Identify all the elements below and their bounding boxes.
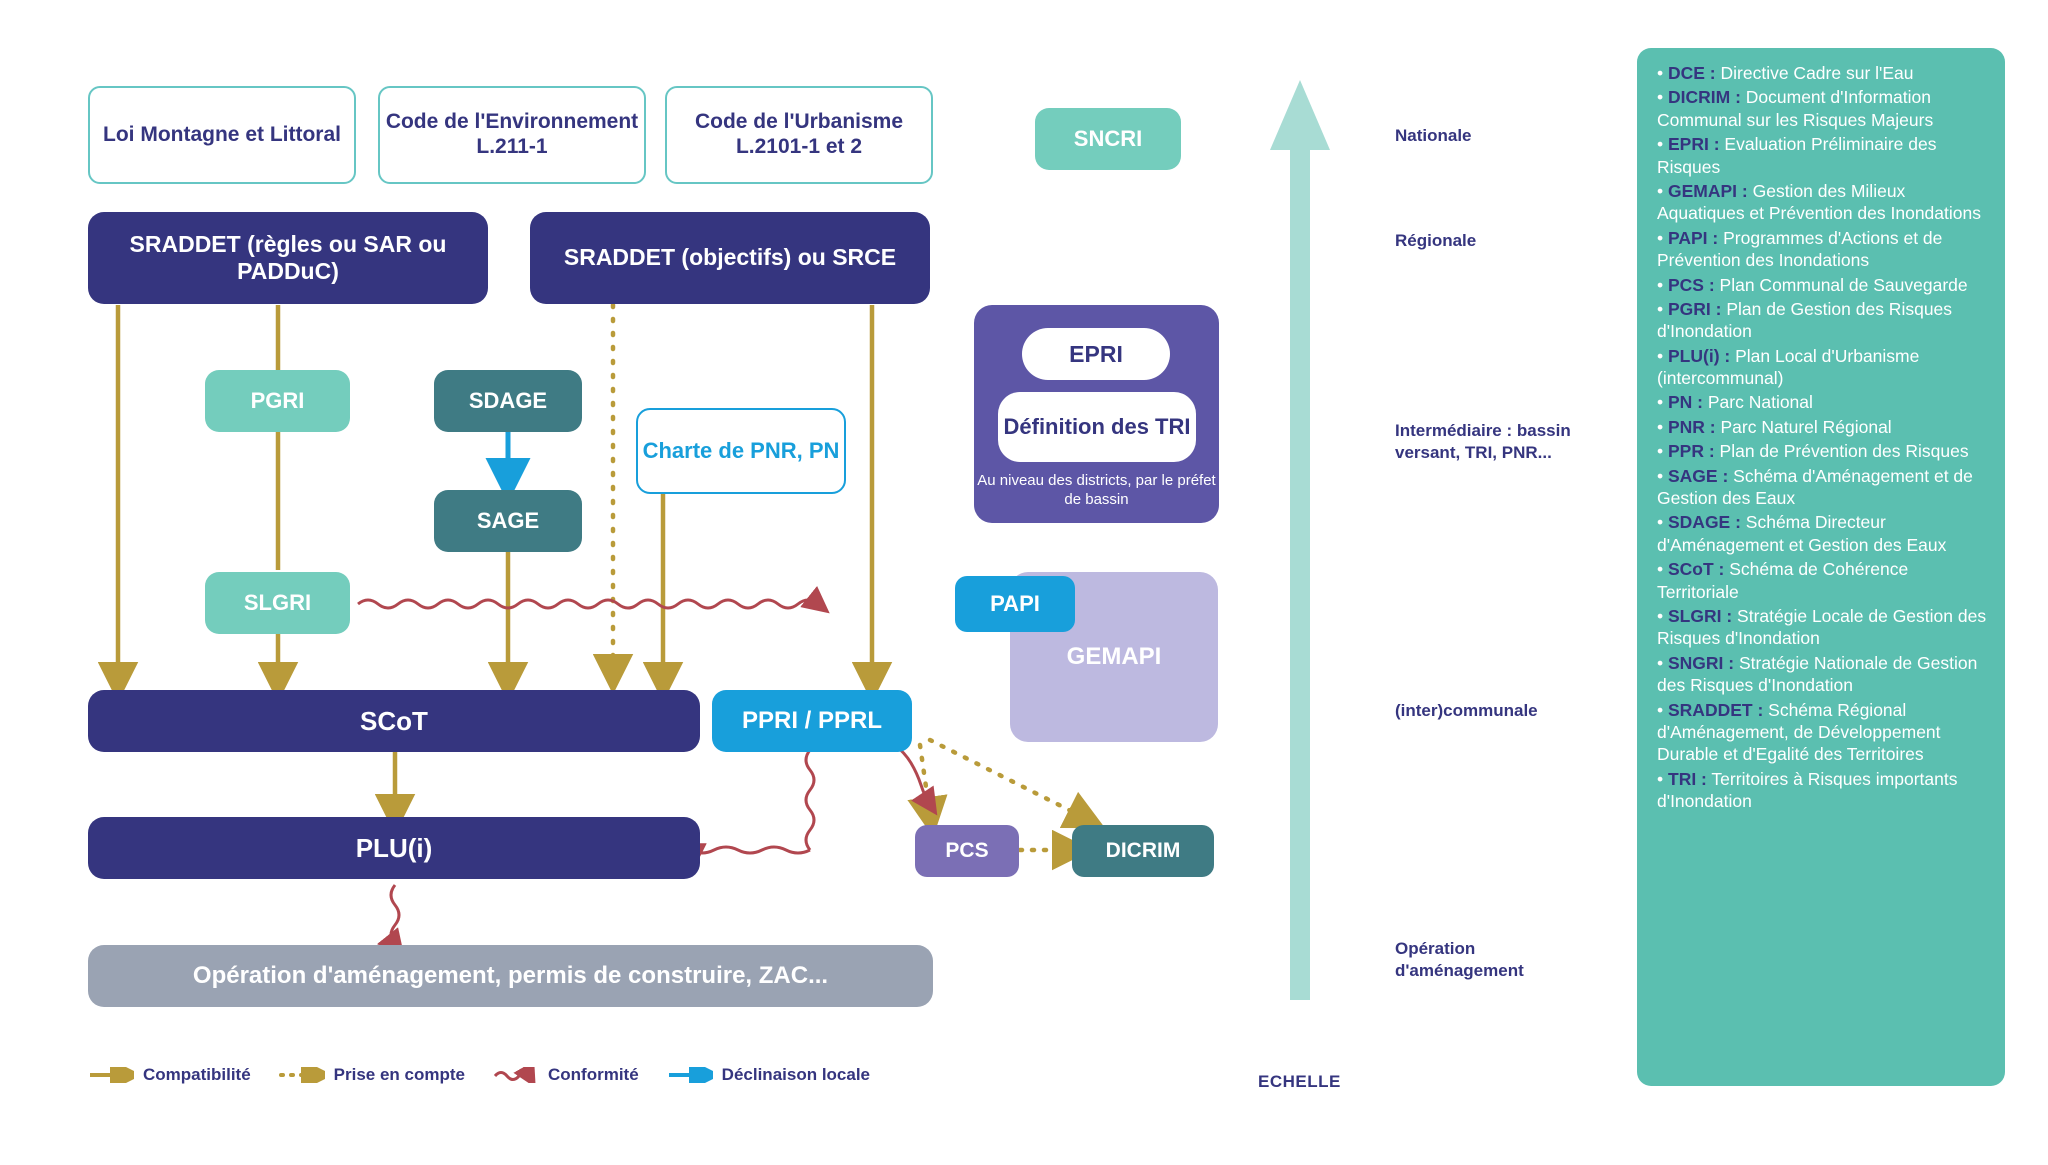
box-epri[interactable] (1022, 328, 1170, 380)
legend-item-declinaison-locale (667, 1065, 870, 1085)
box-sage[interactable] (434, 490, 582, 552)
box-pcs[interactable] (915, 825, 1019, 877)
glossary-abbr: GEMAPI : (1668, 180, 1748, 201)
glossary-abbr: PLU(i) : (1668, 345, 1731, 366)
legend-item-compatibilite (88, 1065, 251, 1085)
glossary-text: Schéma de Cohérence Territoriale (1657, 559, 1909, 602)
box-label: SLGRI (243, 590, 312, 616)
glossary-item: • SNGRI : Stratégie Nationale de Gestion des Risques d'Inondation (1657, 652, 1978, 696)
box-label: PAPI (990, 591, 1040, 617)
glossary-item: • PNR : Parc Naturel Régional (1657, 416, 1892, 437)
box-sdage[interactable] (434, 370, 582, 432)
box-sncri[interactable] (1035, 108, 1181, 170)
glossary-text: Gestion des Milieux Aquatiques et Prévention des Inondations (1657, 180, 1981, 224)
box-label: DICRIM (1105, 838, 1181, 862)
box-label: EPRI (1069, 340, 1123, 367)
glossary-item: • EPRI : Evaluation Préliminaire des Risques (1657, 134, 1937, 177)
scale-text: Opération d'aménagement (1395, 939, 1524, 981)
scale-label-operation (1395, 938, 1595, 982)
box-label: Loi Montagne et Littoral (103, 122, 341, 146)
glossary-text: Plan de Prévention des Risques (1714, 441, 1969, 462)
box-loi-montagne[interactable] (88, 86, 356, 184)
box-label: PPRI / PPRL (741, 706, 883, 734)
glossary-text: Stratégie Nationale de Gestion des Risques d'Inondation (1657, 652, 1978, 696)
glossary-text: Parc National (1703, 392, 1813, 413)
glossary-text: Schéma Régional d'Aménagement, de Développement Durable et d'Egalité des Territoires (1657, 699, 1941, 765)
glossary-text: Schéma d'Aménagement et de Gestion des Eaux (1657, 465, 1973, 509)
box-pgri[interactable] (205, 370, 350, 432)
legend-label: Conformité (548, 1065, 639, 1084)
box-label: Charte de PNR, PN (642, 438, 840, 464)
solid-arrow-icon (88, 1067, 134, 1083)
glossary-panel (1637, 48, 2005, 1086)
glossary-text: Document d'Information Communal sur les Risques Majeurs (1657, 87, 1934, 130)
glossary-item: • DCE : Directive Cadre sur l'Eau (1657, 63, 1914, 83)
box-sraddet-regles[interactable] (88, 212, 488, 304)
box-definition-tri[interactable] (998, 392, 1196, 462)
box-label: PCS (945, 838, 989, 862)
legend-label: Compatibilité (143, 1065, 251, 1084)
glossary-abbr: PAPI : (1668, 227, 1719, 248)
dotted-arrow-icon (279, 1067, 325, 1083)
glossary-abbr: SDAGE : (1668, 512, 1741, 533)
glossary-text: Plan de Gestion des Risques d'Inondation (1657, 298, 1953, 342)
box-label: Code de l'Urbanisme L.2101-1 et 2 (694, 110, 904, 158)
glossary-text: Stratégie Locale de Gestion des Risques d'Inondation (1657, 605, 1987, 649)
box-papi[interactable] (955, 576, 1075, 632)
glossary-item: • SDAGE : Schéma Directeur d'Aménagement et Gestion des Eaux (1657, 512, 1947, 555)
legend (88, 1065, 888, 1085)
glossary-text: Programmes d'Actions et de Prévention des Inondations (1657, 227, 1943, 271)
box-label: GEMAPI (1066, 642, 1162, 670)
glossary-item: • PAPI : Programmes d'Actions et de Prévention des Inondations (1657, 227, 1943, 271)
box-label: SCoT (360, 705, 428, 736)
glossary-item: • GEMAPI : Gestion des Milieux Aquatiques et Prévention des Inondations (1657, 180, 1981, 224)
echelle-text: ECHELLE (1258, 1072, 1341, 1091)
box-ppri-pprl[interactable] (712, 690, 912, 752)
wavy-arrow-icon (493, 1067, 539, 1083)
box-code-environnement[interactable] (378, 86, 646, 184)
glossary-text: Parc Naturel Régional (1715, 416, 1892, 437)
glossary-item: • SLGRI : Stratégie Locale de Gestion des Risques d'Inondation (1657, 605, 1987, 649)
scale-text: Nationale (1395, 126, 1472, 145)
glossary-item: • PPR : Plan de Prévention des Risques (1657, 441, 1969, 462)
glossary-item: • PN : Parc National (1657, 392, 1813, 413)
box-code-urbanisme[interactable] (665, 86, 933, 184)
box-slgri[interactable] (205, 572, 350, 634)
glossary-abbr: DICRIM : (1668, 87, 1741, 108)
glossary-abbr: PPR : (1668, 441, 1715, 462)
scale-label-regionale (1395, 230, 1476, 252)
glossary-text: Plan Local d'Urbanisme (intercommunal) (1657, 345, 1920, 389)
box-label: SRADDET (règles ou SAR ou PADDuC) (129, 230, 447, 284)
box-label: SNCRI (1073, 126, 1143, 152)
glossary-abbr: PGRI : (1668, 298, 1722, 319)
glossary-abbr: EPRI : (1668, 134, 1720, 155)
glossary-text: Directive Cadre sur l'Eau (1715, 63, 1914, 83)
glossary-abbr: PCS : (1668, 274, 1715, 295)
box-label: Code de l'Environnement L.211-1 (385, 110, 639, 158)
scale-label-intercommunale (1395, 700, 1538, 722)
glossary-item: • PLU(i) : Plan Local d'Urbanisme (intercommunal) (1657, 345, 1920, 389)
scale-text: Régionale (1395, 231, 1477, 250)
box-label: SDAGE (468, 388, 548, 414)
scale-text: Intermédiaire : bassin versant, TRI, PNR... (1395, 421, 1571, 463)
glossary-abbr: SCoT : (1668, 559, 1725, 580)
glossary-item: • SCoT : Schéma de Cohérence Territoriale (1657, 559, 1909, 602)
glossary-item: • DICRIM : Document d'Information Communal sur les Risques Majeurs (1657, 87, 1934, 130)
glossary-abbr: TRI : (1668, 768, 1707, 789)
glossary-text: Territoires à Risques importants d'Inondation (1657, 768, 1958, 812)
box-label: PLU(i) (355, 832, 433, 863)
legend-label: Prise en compte (333, 1065, 465, 1084)
box-operation-amenagement[interactable] (88, 945, 933, 1007)
glossary-abbr: SNGRI : (1668, 652, 1735, 673)
box-charte-pnr-pn[interactable] (636, 408, 846, 494)
glossary-abbr: PN : (1668, 392, 1703, 413)
scale-text: (inter)communale (1395, 701, 1538, 720)
glossary-text: Evaluation Préliminaire des Risques (1657, 134, 1937, 177)
glossary-abbr: SAGE : (1668, 465, 1729, 486)
scale-label-intermediaire (1395, 420, 1610, 464)
glossary-item: • PGRI : Plan de Gestion des Risques d'Inondation (1657, 298, 1953, 342)
glossary-item: • SAGE : Schéma d'Aménagement et de Gestion des Eaux (1657, 465, 1973, 509)
box-label: SAGE (476, 508, 540, 534)
box-label: PGRI (250, 388, 305, 414)
glossary-abbr: SLGRI : (1668, 605, 1733, 626)
box-dicrim[interactable] (1072, 825, 1214, 877)
glossary-text: Schéma Directeur d'Aménagement et Gestion des Eaux (1657, 512, 1947, 555)
glossary-item: • SRADDET : Schéma Régional d'Aménagement, de Développement Durable et d'Egalité des Territoires (1657, 699, 1941, 765)
box-plui[interactable] (88, 817, 700, 879)
solid-arrow-blue-icon (667, 1067, 713, 1083)
glossary-text: Plan Communal de Sauvegarde (1714, 274, 1968, 295)
box-label: Opération d'aménagement, permis de construire, ZAC... (192, 961, 829, 989)
glossary-item: • PCS : Plan Communal de Sauvegarde (1657, 274, 1968, 295)
glossary-abbr: PNR : (1668, 416, 1716, 437)
scale-arrow (1270, 80, 1330, 1000)
legend-item-prise-en-compte (279, 1065, 465, 1085)
box-scot[interactable] (88, 690, 700, 752)
box-sraddet-objectifs[interactable] (530, 212, 930, 304)
glossary-abbr: DCE : (1668, 63, 1716, 83)
epri-caption: Au niveau des districts, par le préfet de bassin (977, 472, 1216, 508)
legend-label: Déclinaison locale (721, 1065, 871, 1084)
scale-label-nationale (1395, 125, 1472, 147)
glossary-item: • TRI : Territoires à Risques importants d'Inondation (1657, 768, 1958, 812)
box-label: Définition des TRI (1003, 414, 1191, 440)
echelle-axis-label (1258, 1072, 1341, 1092)
box-label: SRADDET (objectifs) ou SRCE (563, 244, 897, 271)
legend-item-conformite (493, 1065, 639, 1085)
glossary-abbr: SRADDET : (1668, 699, 1764, 720)
